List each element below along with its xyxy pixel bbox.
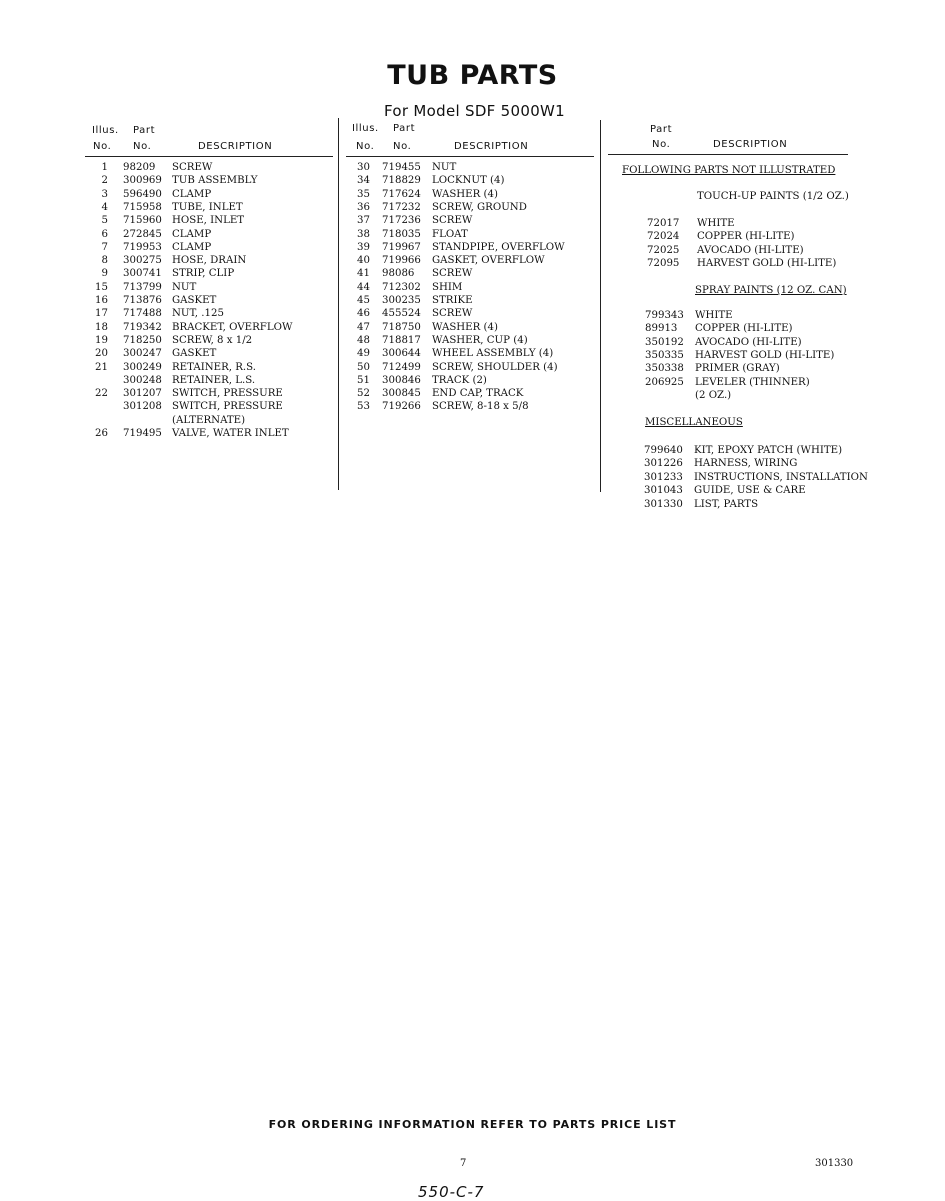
illus-number: 20	[95, 348, 108, 360]
part-number: 719495	[123, 428, 162, 439]
part-description: SCREW, GROUND	[432, 201, 527, 213]
part-number: 206925	[645, 376, 684, 388]
part-number: 717624	[382, 188, 421, 200]
part-description: LIST, PARTS	[694, 498, 759, 510]
part-number: 799343	[645, 310, 684, 321]
document-number: 301330	[815, 1158, 854, 1169]
part-number: 350338	[645, 363, 684, 375]
part-description: VALVE, WATER INLET	[172, 428, 289, 439]
part-number: 713876	[123, 295, 162, 306]
part-number: 72095	[647, 257, 680, 269]
part-number: 717236	[382, 215, 421, 227]
section-heading-touchup: TOUCH-UP PAINTS (1/2 OZ.)	[697, 191, 849, 202]
part-number: 300247	[123, 348, 162, 360]
part-description: WASHER (4)	[432, 321, 498, 333]
part-number: 301233	[644, 471, 683, 483]
part-description: HOSE, DRAIN	[172, 255, 247, 267]
illus-number: 26	[95, 428, 108, 439]
header-illus: Illus.	[352, 123, 379, 134]
part-description: SCREW	[432, 308, 473, 320]
part-number: 300846	[382, 374, 421, 386]
part-number: 300741	[123, 268, 162, 280]
part-number: 455524	[382, 308, 421, 320]
part-description: HARNESS, WIRING	[694, 458, 798, 470]
part-description: NUT, .125	[172, 308, 224, 320]
illus-number: 3	[101, 188, 108, 200]
header-part-no: No.	[133, 141, 152, 152]
part-description: GASKET	[172, 295, 217, 306]
page-subtitle: For Model SDF 5000W1	[384, 102, 566, 120]
part-number: 300845	[382, 388, 421, 400]
part-number: 713799	[123, 281, 162, 293]
part-number: 719953	[123, 241, 162, 253]
part-number: 301207	[123, 388, 162, 400]
part-description: WASHER, CUP (4)	[432, 334, 528, 346]
part-number: 89913	[645, 323, 678, 335]
header-description: DESCRIPTION	[198, 141, 273, 152]
part-description: END CAP, TRACK	[432, 388, 524, 400]
part-number: 300644	[382, 348, 421, 360]
illus-number: 47	[357, 321, 370, 333]
part-description: TUB ASSEMBLY	[172, 175, 258, 187]
part-description: SWITCH, PRESSURE	[172, 401, 283, 413]
part-description: STRIP, CLIP	[172, 268, 235, 280]
part-number: 799640	[644, 445, 683, 456]
illus-number: 9	[101, 268, 108, 280]
part-number: 719455	[382, 162, 421, 173]
part-description: SCREW	[432, 268, 473, 280]
part-number: 718250	[123, 334, 162, 346]
part-description: GASKET	[172, 348, 217, 360]
illus-number: 8	[101, 255, 108, 267]
part-number: 715958	[123, 201, 162, 213]
part-number: 718829	[382, 175, 421, 187]
part-description: SCREW, SHOULDER (4)	[432, 361, 558, 373]
part-description: GASKET, OVERFLOW	[432, 255, 545, 267]
illus-number: 53	[357, 401, 370, 413]
ordering-footer: FOR ORDERING INFORMATION REFER TO PARTS PRICE LIST	[268, 1118, 677, 1131]
section-heading-not-illustrated: FOLLOWING PARTS NOT ILLUSTRATED	[622, 165, 836, 176]
part-description: SCREW	[172, 162, 213, 173]
part-description: COPPER (HI-LITE)	[695, 323, 793, 335]
part-description: WHITE	[697, 218, 735, 229]
part-number: 72025	[647, 244, 680, 256]
part-number: 301043	[644, 485, 683, 497]
header-part-no: No.	[652, 139, 671, 150]
header-part-no: No.	[393, 141, 412, 152]
part-description: INSTRUCTIONS, INSTALLATION	[694, 471, 868, 483]
part-number: 717232	[382, 201, 421, 213]
part-number: 719266	[382, 401, 421, 413]
part-description: STRIKE	[432, 295, 473, 306]
illus-number: 39	[357, 241, 370, 253]
header-part: Part	[393, 123, 416, 134]
part-description: SCREW, 8 x 1/2	[172, 334, 253, 346]
page-number: 7	[460, 1158, 467, 1169]
part-number: 350335	[645, 349, 684, 361]
illus-number: 15	[95, 281, 108, 293]
part-description: STANDPIPE, OVERFLOW	[432, 241, 565, 253]
illus-number: 5	[101, 215, 108, 227]
illus-number: 41	[357, 268, 370, 280]
part-number: 718817	[382, 334, 421, 346]
part-number: 72017	[647, 218, 680, 229]
part-number: 596490	[123, 188, 162, 200]
part-number: 301208	[123, 401, 162, 413]
illus-number: 17	[95, 308, 108, 320]
illus-number: 6	[101, 228, 108, 240]
part-description: KIT, EPOXY PATCH (WHITE)	[694, 445, 843, 456]
part-description: NUT	[432, 162, 457, 173]
illus-number: 7	[101, 241, 108, 253]
illus-number: 18	[95, 321, 108, 333]
part-description: (2 OZ.)	[695, 389, 732, 401]
part-number: 712499	[382, 361, 421, 373]
part-description: RETAINER, R.S.	[172, 361, 256, 373]
header-illus: Illus.	[92, 125, 119, 136]
part-number: 300235	[382, 295, 421, 306]
header-rule	[608, 154, 848, 155]
page-title: TUB PARTS	[387, 60, 558, 91]
illus-number: 50	[357, 361, 370, 373]
part-number: 300249	[123, 361, 162, 373]
part-number: 72024	[647, 231, 680, 243]
illus-number: 49	[357, 348, 370, 360]
illus-number: 48	[357, 334, 370, 346]
illus-number: 44	[357, 281, 370, 293]
header-rule	[85, 156, 333, 157]
part-description: NUT	[172, 281, 197, 293]
section-heading-spray: SPRAY PAINTS (12 OZ. CAN)	[695, 285, 847, 296]
part-description: TRACK (2)	[432, 374, 487, 386]
illus-number: 30	[357, 162, 370, 173]
part-number: 300969	[123, 175, 162, 187]
illus-number: 4	[101, 201, 108, 213]
header-rule	[346, 156, 594, 157]
part-description: LOCKNUT (4)	[432, 175, 505, 187]
part-description: AVOCADO (HI-LITE)	[695, 336, 802, 348]
part-description: HARVEST GOLD (HI-LITE)	[697, 257, 837, 269]
illus-number: 46	[357, 308, 370, 320]
illus-number: 1	[101, 162, 108, 173]
part-number: 301330	[644, 498, 683, 510]
part-number: 719342	[123, 321, 162, 333]
part-description: (ALTERNATE)	[172, 414, 246, 426]
part-description: COPPER (HI-LITE)	[697, 231, 795, 243]
handwritten-note: 550-C-7	[418, 1183, 485, 1201]
illus-number: 16	[95, 295, 108, 306]
part-number: 718035	[382, 228, 421, 240]
part-description: PRIMER (GRAY)	[695, 363, 780, 375]
part-description: SHIM	[432, 281, 463, 293]
part-description: GUIDE, USE & CARE	[694, 485, 806, 497]
part-number: 350192	[645, 336, 684, 348]
part-description: BRACKET, OVERFLOW	[172, 321, 293, 333]
section-heading-misc: MISCELLANEOUS	[645, 417, 743, 428]
part-description: HOSE, INLET	[172, 215, 245, 227]
part-description: CLAMP	[172, 188, 212, 200]
part-description: SCREW, 8-18 x 5/8	[432, 401, 529, 413]
header-part: Part	[133, 125, 156, 136]
part-description: SWITCH, PRESSURE	[172, 388, 283, 400]
illus-number: 51	[357, 374, 370, 386]
part-description: TUBE, INLET	[172, 201, 243, 213]
illus-number: 34	[357, 175, 370, 187]
illus-number: 37	[357, 215, 370, 227]
part-description: WHEEL ASSEMBLY (4)	[432, 348, 554, 360]
part-description: FLOAT	[432, 228, 468, 240]
part-number: 717488	[123, 308, 162, 320]
column-divider	[600, 120, 601, 492]
part-number: 98209	[123, 162, 156, 173]
header-illus-no: No.	[356, 141, 375, 152]
illus-number: 40	[357, 255, 370, 267]
part-description: SCREW	[432, 215, 473, 227]
illus-number: 19	[95, 334, 108, 346]
part-number: 718750	[382, 321, 421, 333]
part-number: 719967	[382, 241, 421, 253]
column-divider	[338, 118, 339, 490]
illus-number: 22	[95, 388, 108, 400]
illus-number: 38	[357, 228, 370, 240]
illus-number: 21	[95, 361, 108, 373]
illus-number: 52	[357, 388, 370, 400]
illus-number: 35	[357, 188, 370, 200]
part-description: WHITE	[695, 310, 733, 321]
header-illus-no: No.	[93, 141, 112, 152]
part-number: 301226	[644, 458, 683, 470]
header-part: Part	[650, 124, 673, 135]
part-number: 98086	[382, 268, 415, 280]
part-description: LEVELER (THINNER)	[695, 376, 810, 388]
part-description: HARVEST GOLD (HI-LITE)	[695, 349, 835, 361]
part-number: 715960	[123, 215, 162, 227]
part-number: 712302	[382, 281, 421, 293]
part-number: 300275	[123, 255, 162, 267]
illus-number: 36	[357, 201, 370, 213]
part-description: RETAINER, L.S.	[172, 374, 256, 386]
part-number: 300248	[123, 374, 162, 386]
part-description: CLAMP	[172, 228, 212, 240]
part-number: 272845	[123, 228, 162, 240]
header-description: DESCRIPTION	[713, 139, 788, 150]
part-number: 719966	[382, 255, 421, 267]
header-description: DESCRIPTION	[454, 141, 529, 152]
illus-number: 45	[357, 295, 370, 306]
part-description: CLAMP	[172, 241, 212, 253]
part-description: WASHER (4)	[432, 188, 498, 200]
part-description: AVOCADO (HI-LITE)	[697, 244, 804, 256]
illus-number: 2	[101, 175, 108, 187]
